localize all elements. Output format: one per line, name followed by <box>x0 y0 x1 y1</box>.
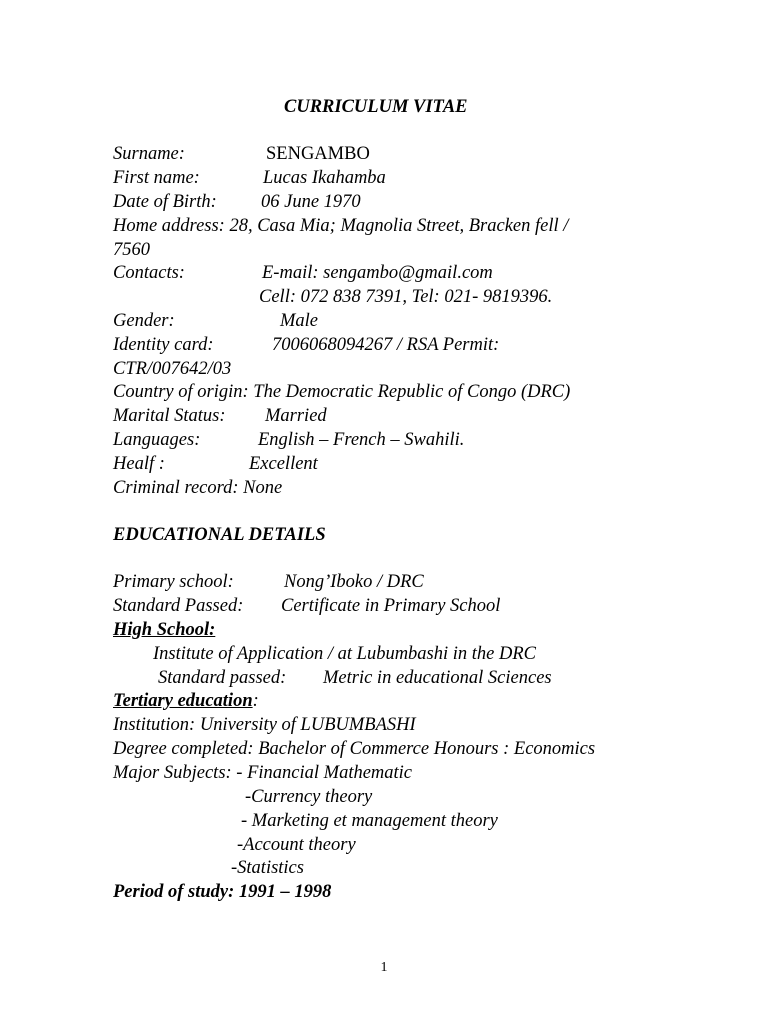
subject-item: -Statistics <box>231 858 304 878</box>
primary-school-value: Nong’Iboko / DRC <box>284 572 424 592</box>
first-name-value: Lucas Ikahamba <box>263 168 386 188</box>
high-school-standard-value: Metric in educational Sciences <box>323 668 552 688</box>
identity-card-label: Identity card: <box>113 335 214 355</box>
contacts-email: E-mail: sengambo@gmail.com <box>262 263 493 283</box>
dob-value: 06 June 1970 <box>261 192 361 212</box>
surname-label: Surname: <box>113 144 185 164</box>
document-title: CURRICULUM VITAE <box>284 97 468 117</box>
health-value: Excellent <box>249 454 318 474</box>
marital-status-label: Marital Status: <box>113 406 226 426</box>
identity-card-value: 7006068094267 / RSA Permit: <box>272 335 500 355</box>
education-heading: EDUCATIONAL DETAILS <box>113 525 326 545</box>
gender-value: Male <box>280 311 319 331</box>
languages-label: Languages: <box>113 430 201 450</box>
standard-passed-value: Certificate in Primary School <box>281 596 501 616</box>
subject-item: -Account theory <box>237 835 356 855</box>
languages-value: English – French – Swahili. <box>258 430 465 450</box>
tertiary-heading-row <box>113 689 259 713</box>
page-number: 1 <box>380 960 388 975</box>
high-school-institution: Institute of Application / at Lubumbashi in the DRC <box>153 644 537 664</box>
contacts-label: Contacts: <box>113 263 185 283</box>
major-subjects-line: Major Subjects: - Financial Mathematic <box>113 763 413 783</box>
institution-line: Institution: University of LUBUMBASHI <box>113 715 416 735</box>
period-of-study: Period of study: 1991 – 1998 <box>113 882 332 902</box>
subject-item: -Currency theory <box>245 787 373 807</box>
tertiary-heading-colon: : <box>252 691 259 711</box>
contacts-phone: Cell: 072 838 7391, Tel: 021- 9819396. <box>259 287 553 307</box>
high-school-heading: High School: <box>113 620 216 640</box>
surname-value: SENGAMBO <box>266 144 370 164</box>
health-label: Healf : <box>113 454 165 474</box>
marital-status-value: Married <box>265 406 327 426</box>
address-line-1: Home address: 28, Casa Mia; Magnolia Street, Bracken fell / <box>113 216 569 236</box>
country-of-origin: Country of origin: The Democratic Republic of Congo (DRC) <box>113 382 571 402</box>
gender-label: Gender: <box>113 311 175 331</box>
high-school-standard-label: Standard passed: <box>158 668 287 688</box>
subject-item: - Marketing et management theory <box>241 811 498 831</box>
standard-passed-label: Standard Passed: <box>113 596 244 616</box>
address-line-2: 7560 <box>113 240 150 260</box>
first-name-label: First name: <box>113 168 200 188</box>
primary-school-label: Primary school: <box>113 572 234 592</box>
criminal-record: Criminal record: None <box>113 478 283 498</box>
degree-line: Degree completed: Bachelor of Commerce Honours : Economics <box>113 739 596 759</box>
identity-card-line-2: CTR/007642/03 <box>113 359 232 379</box>
dob-label: Date of Birth: <box>113 192 217 212</box>
tertiary-heading: Tertiary education <box>113 691 253 711</box>
